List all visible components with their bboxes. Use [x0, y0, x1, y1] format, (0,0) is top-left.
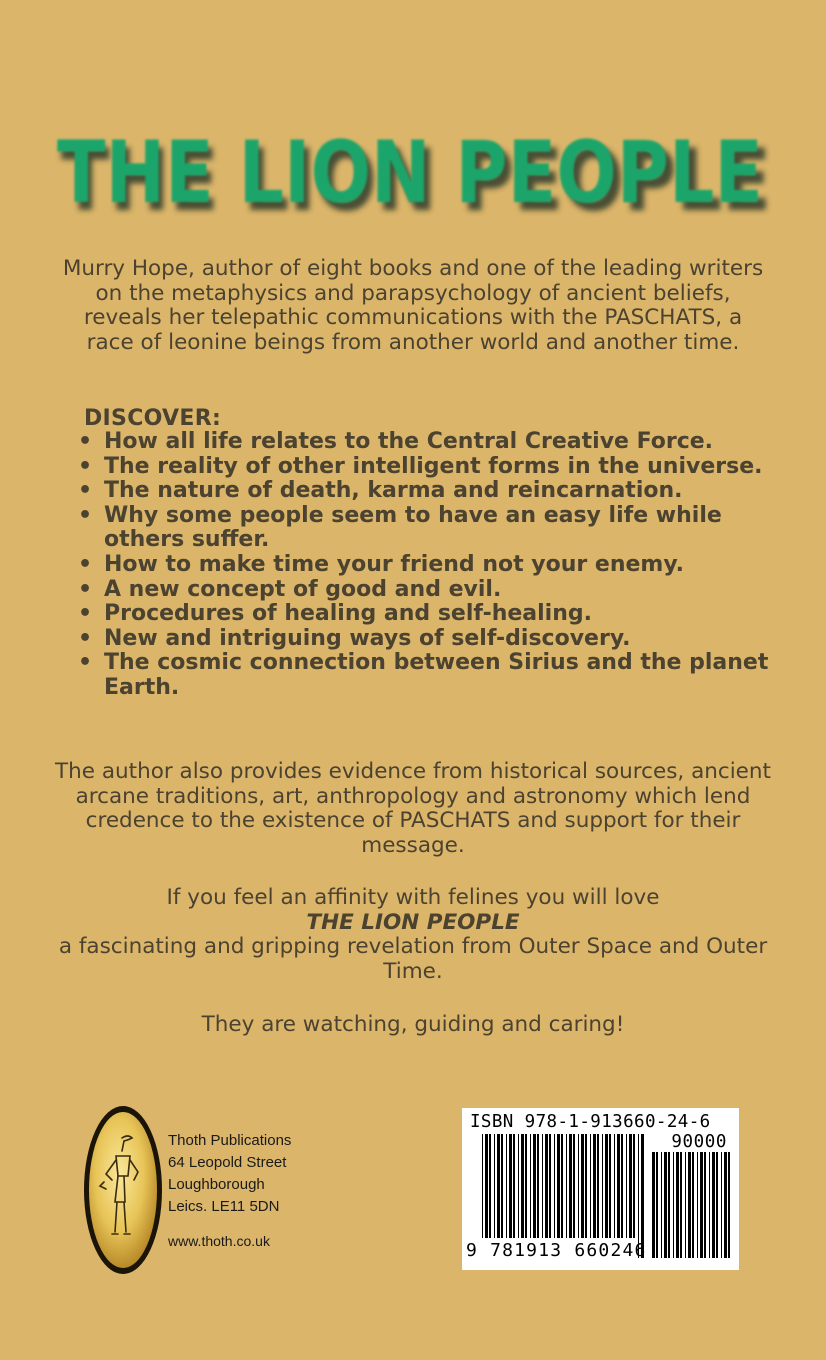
list-item-text: How to make time your friend not your enemy.: [104, 551, 685, 577]
list-item: [78, 651, 778, 700]
barcode-bar: [688, 1152, 691, 1258]
barcode-bar: [673, 1152, 674, 1258]
barcode-bar: [525, 1134, 527, 1238]
barcode-bar: [545, 1134, 548, 1238]
book-title-graphic: [40, 123, 786, 231]
barcode-bar: [709, 1152, 710, 1258]
barcode-bar: [697, 1152, 698, 1258]
barcode-bar: [501, 1134, 503, 1238]
title-shadow: THE LION PEOPLE: [61, 131, 771, 231]
price-code: 90000: [671, 1132, 727, 1152]
affinity-paragraph: [40, 886, 786, 984]
barcode-bar: [485, 1134, 488, 1238]
list-item: [78, 578, 778, 603]
barcode-bar: [590, 1134, 591, 1238]
list-item: [78, 455, 778, 480]
affinity-line: a fascinating and gripping revelation from Outer Space and Outer Time.: [58, 934, 768, 984]
barcode-bar: [549, 1134, 551, 1238]
barcode-bar: [602, 1134, 603, 1238]
bullet-icon: •: [78, 601, 93, 627]
barcode-bar: [561, 1134, 563, 1238]
barcode-bar: [680, 1152, 682, 1258]
barcode-bar: [614, 1134, 615, 1238]
list-item-text: A new concept of good and evil.: [104, 576, 502, 602]
bullet-icon: •: [78, 478, 93, 504]
publisher-name: Thoth Publications: [168, 1132, 292, 1149]
bullet-icon: •: [78, 551, 93, 577]
bullet-icon: •: [78, 650, 93, 676]
barcode-bar: [724, 1152, 727, 1258]
isbn-label: ISBN 978-1-913660-24-6: [470, 1112, 711, 1132]
list-item: [78, 504, 778, 553]
closing-line: They are watching, guiding and caring!: [201, 1012, 625, 1037]
discover-list: [78, 430, 778, 701]
barcode-bar: [664, 1152, 667, 1258]
barcode-bar: [712, 1152, 715, 1258]
barcode-bar: [482, 1134, 483, 1238]
barcode-bar: [621, 1134, 623, 1238]
list-item-text: New and intriguing ways of self-discovery.: [104, 625, 631, 651]
bullet-icon: •: [78, 502, 93, 528]
list-item: [78, 627, 778, 652]
barcode-bar: [554, 1134, 555, 1238]
barcode-bar: [652, 1152, 655, 1258]
title-text: THE LION PEOPLE: [57, 123, 763, 223]
evidence-paragraph: The author also provides evidence from historical sources, ancient arcane traditions, art, anthropology and astronomy which lend credence to the existence of PASCHATS and support for their message.: [55, 759, 771, 858]
thoth-figure-icon: [82, 1104, 164, 1276]
barcode-bar: [569, 1134, 572, 1238]
barcode-bar: [513, 1134, 515, 1238]
intro-paragraph: [60, 257, 766, 355]
barcode-bar: [557, 1134, 560, 1238]
barcode-bar: [489, 1134, 491, 1238]
bullet-icon: •: [78, 625, 93, 651]
barcode-bar: [509, 1134, 512, 1238]
isbn-barcode: [462, 1108, 739, 1270]
barcode-bar: [629, 1134, 632, 1238]
intro-text: Murry Hope, author of eight books and one of the leading writers on the metaphysics and parapsychology of ancient beliefs, reveals her telepathic communications with the PASCHATS, a race of leonine beings from another world and another time.: [62, 256, 764, 355]
barcode-bar: [518, 1134, 519, 1238]
list-item-text: The reality of other intelligent forms in the universe.: [104, 453, 763, 479]
bullet-icon: •: [78, 576, 93, 602]
barcode-bar: [537, 1134, 539, 1238]
publisher-street: 64 Leopold Street: [168, 1154, 287, 1171]
bullet-icon: •: [78, 429, 93, 454]
book-title: [40, 123, 786, 231]
list-item: [78, 602, 778, 627]
bullet-icon: •: [78, 453, 93, 479]
barcode-digits: 9 781913 660246: [466, 1240, 647, 1261]
barcode-bar: [573, 1134, 575, 1238]
barcode-bar: [566, 1134, 567, 1238]
barcode-bar: [581, 1134, 584, 1238]
barcode-bar: [617, 1134, 620, 1238]
list-item-text: The nature of death, karma and reincarnation.: [104, 478, 683, 504]
publisher-address: [168, 1130, 291, 1252]
list-item-text: The cosmic connection between Sirius and the planet Earth.: [104, 650, 769, 700]
publisher-county: Leics. LE11 5DN: [168, 1198, 280, 1215]
barcode-bar: [497, 1134, 500, 1238]
barcode-bar: [692, 1152, 694, 1258]
barcode-bar: [668, 1152, 670, 1258]
barcode-bar: [521, 1134, 524, 1238]
list-item-text: Why some people seem to have an easy life while others suffer.: [104, 502, 722, 553]
barcode-bar: [661, 1152, 662, 1258]
barcode-bar: [633, 1134, 635, 1238]
barcode-bar: [700, 1152, 703, 1258]
list-item: [78, 430, 778, 455]
barcode-bar: [542, 1134, 543, 1238]
list-item: [78, 479, 778, 504]
barcode-bar: [506, 1134, 507, 1238]
barcode-bar: [716, 1152, 718, 1258]
barcode-bar: [685, 1152, 686, 1258]
barcode-bar: [605, 1134, 608, 1238]
barcode-bar: [721, 1152, 722, 1258]
barcode-bar: [533, 1134, 536, 1238]
barcode-bar: [609, 1134, 611, 1238]
barcode-bar: [578, 1134, 579, 1238]
publisher-logo-graphic: [82, 1104, 164, 1276]
publisher-town: Loughborough: [168, 1176, 265, 1193]
barcode-bar: [530, 1134, 531, 1238]
affinity-book-title: THE LION PEOPLE: [306, 909, 520, 935]
barcode-bar: [656, 1152, 658, 1258]
barcode-bar: [593, 1134, 596, 1238]
barcode-bar: [597, 1134, 599, 1238]
barcode-bar: [585, 1134, 587, 1238]
affinity-line: If you feel an affinity with felines you will love: [166, 885, 660, 910]
publisher-website: www.thoth.co.uk: [168, 1233, 270, 1249]
list-item-text: How all life relates to the Central Creative Force.: [104, 429, 714, 454]
list-item-text: Procedures of healing and self-healing.: [104, 601, 592, 627]
list-item: [78, 553, 778, 578]
barcode-bar: [626, 1134, 627, 1238]
barcode-bar: [728, 1152, 730, 1258]
barcode-bar: [704, 1152, 706, 1258]
barcode-bar: [676, 1152, 679, 1258]
barcode-bar: [494, 1134, 495, 1238]
discover-heading: DISCOVER:: [84, 406, 222, 431]
